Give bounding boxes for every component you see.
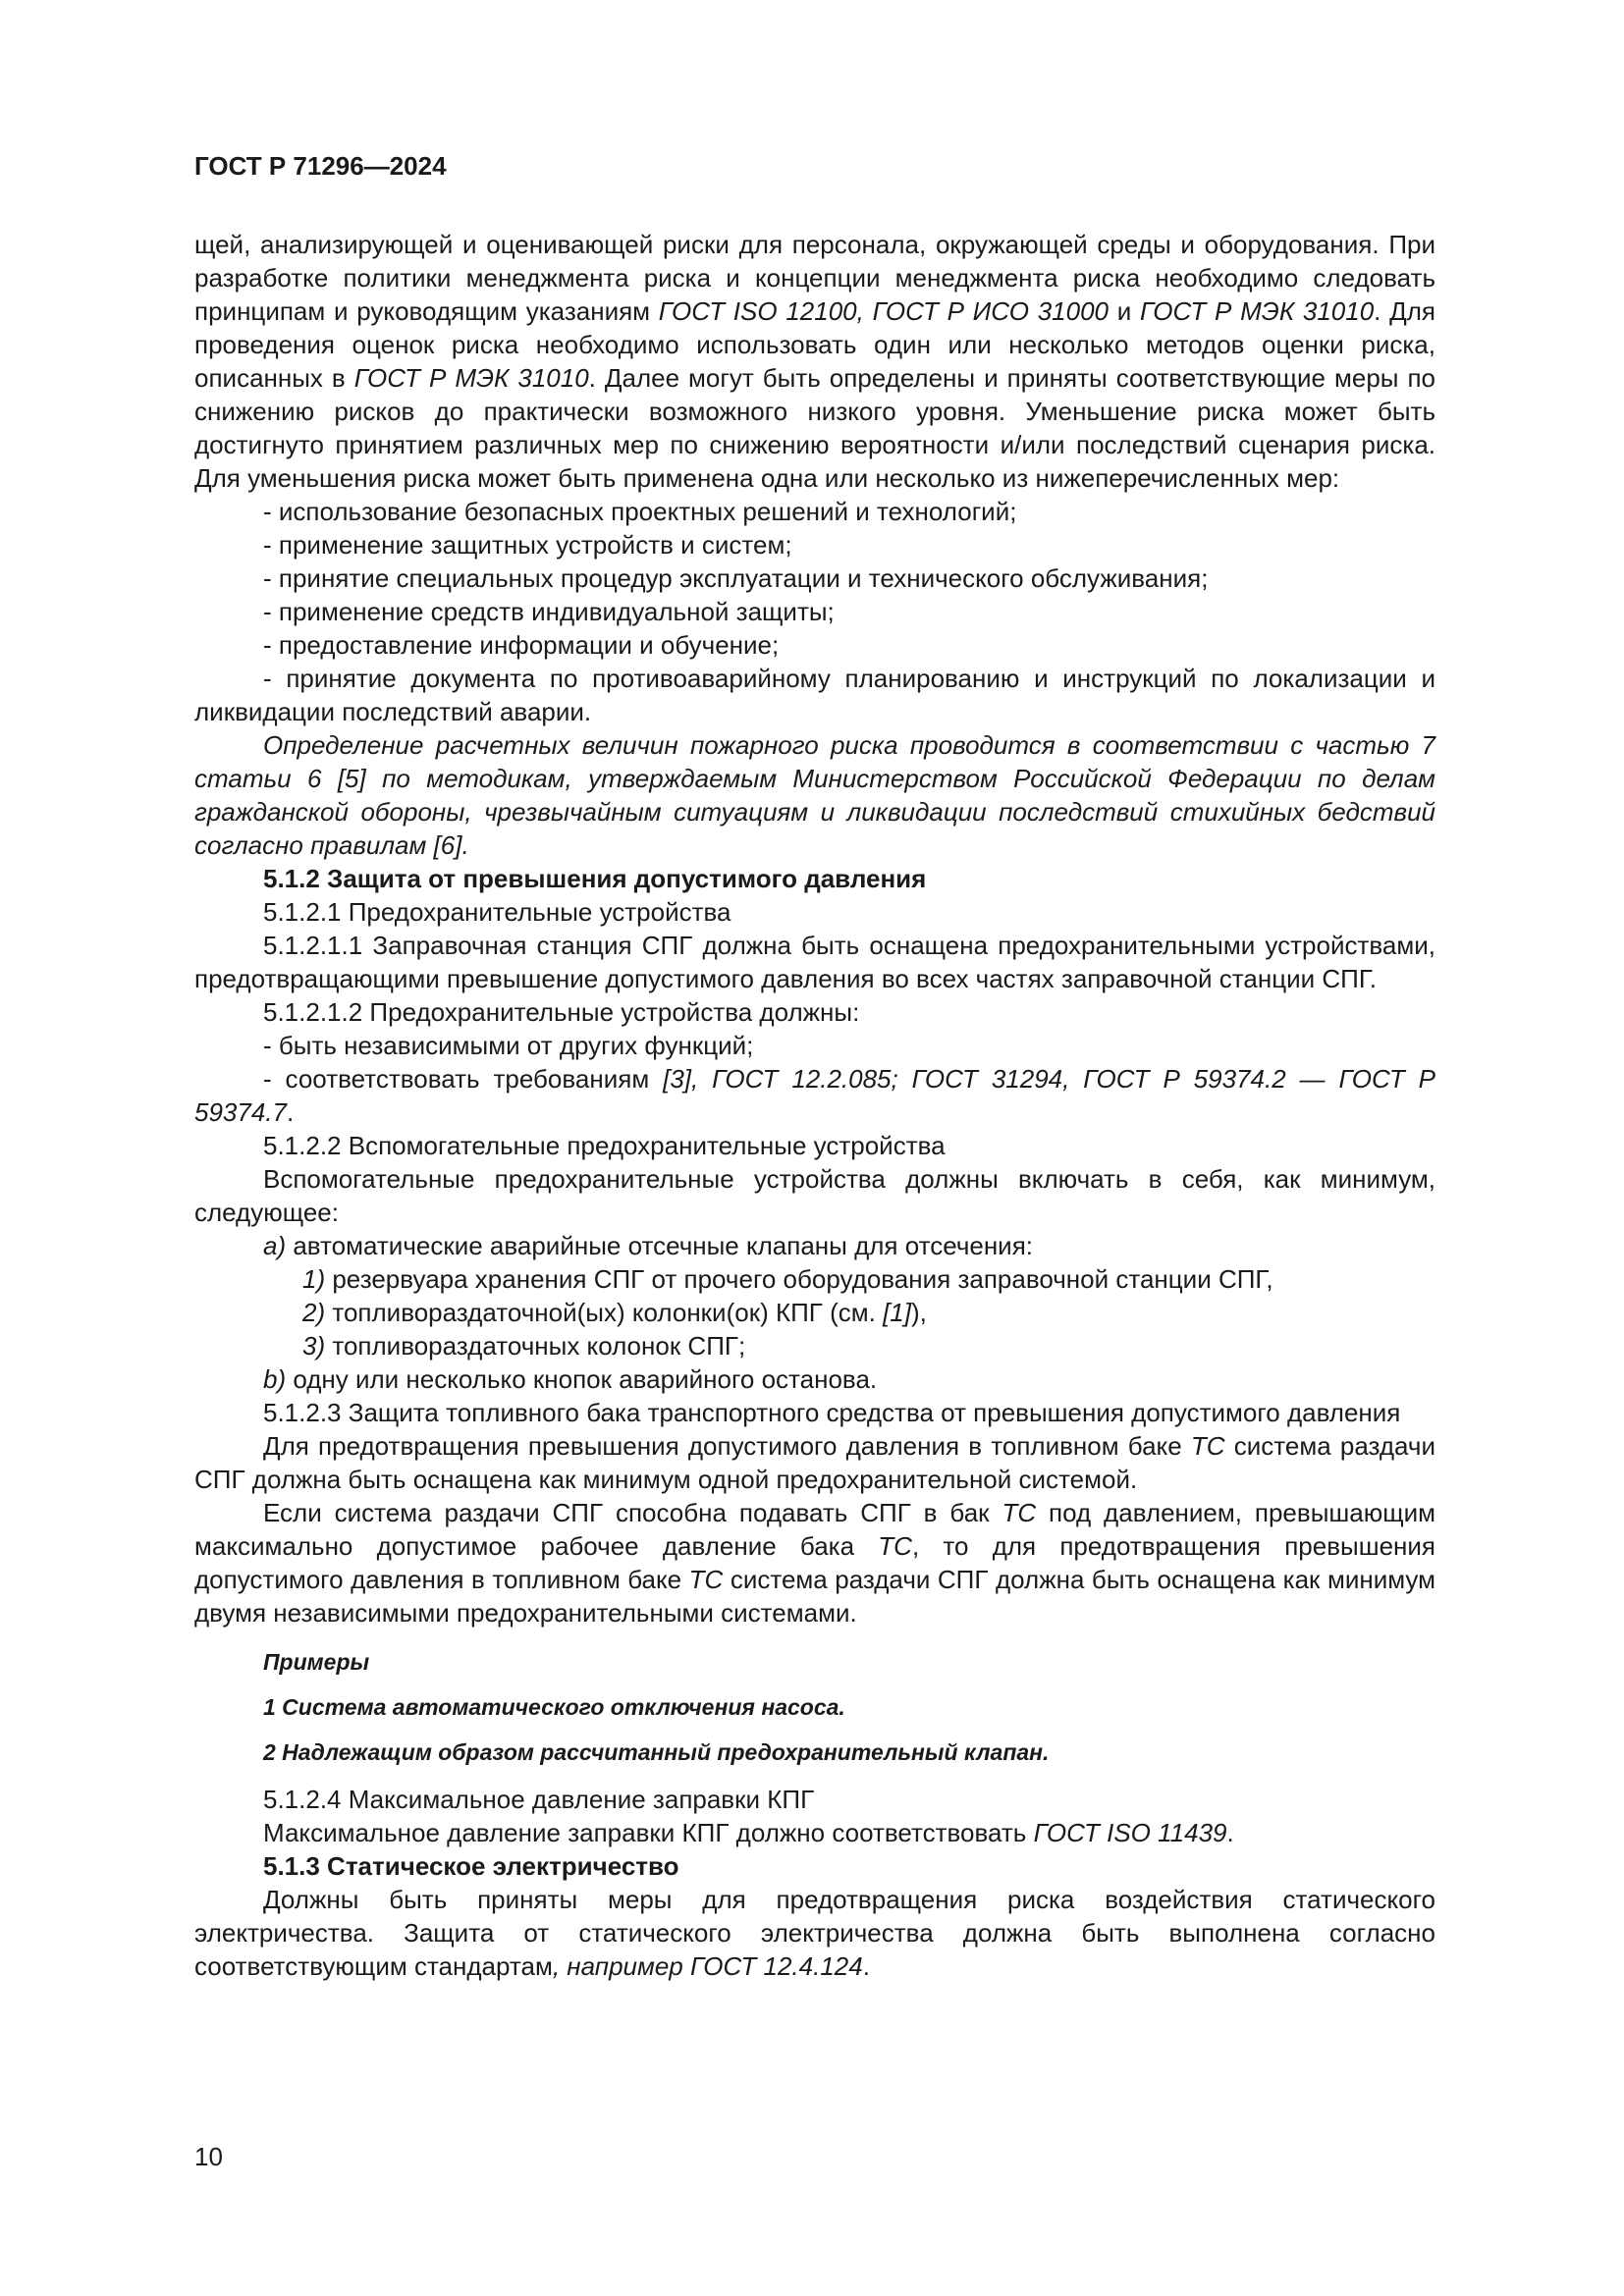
examples-title: Примеры [263, 1649, 370, 1675]
paragraph: Должны быть приняты меры для предотвращения риска воздействия статического электричества. Защита от статического электричества должна быть выполнена согласно соответствующим стандартам, например ГОСТ 12.4.124. [194, 1885, 1435, 1981]
paragraph: Вспомогательные предохранительные устройства должны включать в себя, как минимум, следующее: [194, 1164, 1435, 1227]
list-item: b) одну или несколько кнопок аварийного останова. [263, 1364, 878, 1394]
clause-5-1-2-1-2: 5.1.2.1.2 Предохранительные устройства должны: [263, 997, 860, 1027]
ref-standards: [3], ГОСТ 12.2.085; ГОСТ 31294, ГОСТ Р 59374.2 — ГОСТ Р 59374.7 [194, 1064, 1435, 1127]
example-item: 2 Надлежащим образом рассчитанный предохранительный клапан. [263, 1739, 1050, 1765]
subsection-5-1-2-2: 5.1.2.2 Вспомогательные предохранительные устройства [263, 1131, 946, 1160]
subsection-5-1-2-4: 5.1.2.4 Максимальное давление заправки КПГ [263, 1785, 815, 1814]
ref-standard: ГОСТ Р МЭК 31010 [353, 363, 589, 393]
page-number: 10 [194, 2142, 223, 2171]
clause-5-1-2-1-1: 5.1.2.1.1 Заправочная станция СПГ должна быть оснащена предохранительными устройствами, предотвращающими превышение допустимого давления во всех частях заправочной станции СПГ. [194, 931, 1435, 993]
section-heading-5-1-3: 5.1.3 Статическое электричество [263, 1851, 679, 1881]
list-item: - принятие специальных процедур эксплуатации и технического обслуживания; [263, 563, 1209, 593]
document-id-header: ГОСТ Р 71296—2024 [194, 151, 447, 181]
list-item: - быть независимыми от других функций; [263, 1031, 754, 1060]
paragraph-risk-management: щей, анализирующей и оценивающей риски для персонала, окружающей среды и оборудования. При разработке политики менеджмента риска и концепции менеджмента риска необходимо следовать принципам и руководящим указаниям ГОСТ ISO 12100, ГОСТ Р ИСО 31000 и ГОСТ Р МЭК 31010. Для проведения оценок риска необходимо использовать один или несколько методов оценки риска, описанных в ГОСТ Р МЭК 31010. Далее могут быть определены и приняты соответствующие меры по снижению рисков до практически возможного низкого уровня. Уменьшение риска может быть достигнуто принятием различных мер по снижению вероятности и/или последствий сценария риска. Для уменьшения риска может быть применена одна или несколько из нижеперечисленных мер: [194, 230, 1436, 493]
list-item: - предоставление информации и обучение; [263, 630, 780, 660]
section-heading-5-1-2: 5.1.2 Защита от превышения допустимого давления [263, 864, 927, 893]
list-item: 2) топливораздаточной(ых) колонки(ок) КПГ (см. [1]), [302, 1298, 927, 1327]
subsection-5-1-2-1: 5.1.2.1 Предохранительные устройства [263, 897, 731, 927]
paragraph: Если система раздачи СПГ способна подавать СПГ в бак ТС под давлением, превышающим максимально допустимое рабочее давление бака ТС, то для предотвращения превышения допустимого давления в топливном баке ТС система раздачи СПГ должна быть оснащена как минимум двумя независимыми предохранительными системами. [194, 1498, 1435, 1628]
ref-standards: ГОСТ ISO 12100, ГОСТ Р ИСО 31000 [658, 296, 1110, 326]
list-item: 3) топливораздаточных колонок СПГ; [302, 1331, 746, 1361]
examples-block [263, 1647, 1435, 1767]
document-body [194, 228, 1435, 1983]
paragraph: Максимальное давление заправки КПГ должно соответствовать ГОСТ ISO 11439. [263, 1818, 1234, 1847]
ref-standard: ГОСТ Р МЭК 31010 [1140, 296, 1375, 326]
example-item: 1 Система автоматического отключения насоса. [263, 1694, 845, 1720]
list-item: 1) резервуара хранения СПГ от прочего оборудования заправочной станции СПГ, [302, 1264, 1273, 1294]
list-item: - соответствовать требованиям [3], ГОСТ 12.2.085; ГОСТ 31294, ГОСТ Р 59374.2 — ГОСТ Р 59374.7. [194, 1064, 1435, 1127]
list-item: - использование безопасных проектных решений и технологий; [263, 497, 1017, 526]
fire-risk-paragraph: Определение расчетных величин пожарного риска проводится в соответствии с частью 7 статьи 6 [5] по методикам, утверждаемым Министерством Российской Федерации по делам гражданской обороны, чрезвычайным ситуациям и ликвидации последствий стихийных бедствий согласно правилам [6]. [194, 730, 1435, 860]
list-item: - принятие документа по противоаварийному планированию и инструкций по локализации и ликвидации последствий аварии. [194, 664, 1435, 726]
list-item: - применение защитных устройств и систем; [263, 530, 792, 560]
paragraph: Для предотвращения превышения допустимого давления в топливном баке ТС система раздачи СПГ должна быть оснащена как минимум одной предохранительной системой. [194, 1431, 1435, 1494]
list-item: - применение средств индивидуальной защиты; [263, 597, 835, 626]
subsection-5-1-2-3: 5.1.2.3 Защита топливного бака транспортного средства от превышения допустимого давления [263, 1398, 1401, 1427]
list-item: a) автоматические аварийные отсечные клапаны для отсечения: [263, 1231, 1034, 1260]
